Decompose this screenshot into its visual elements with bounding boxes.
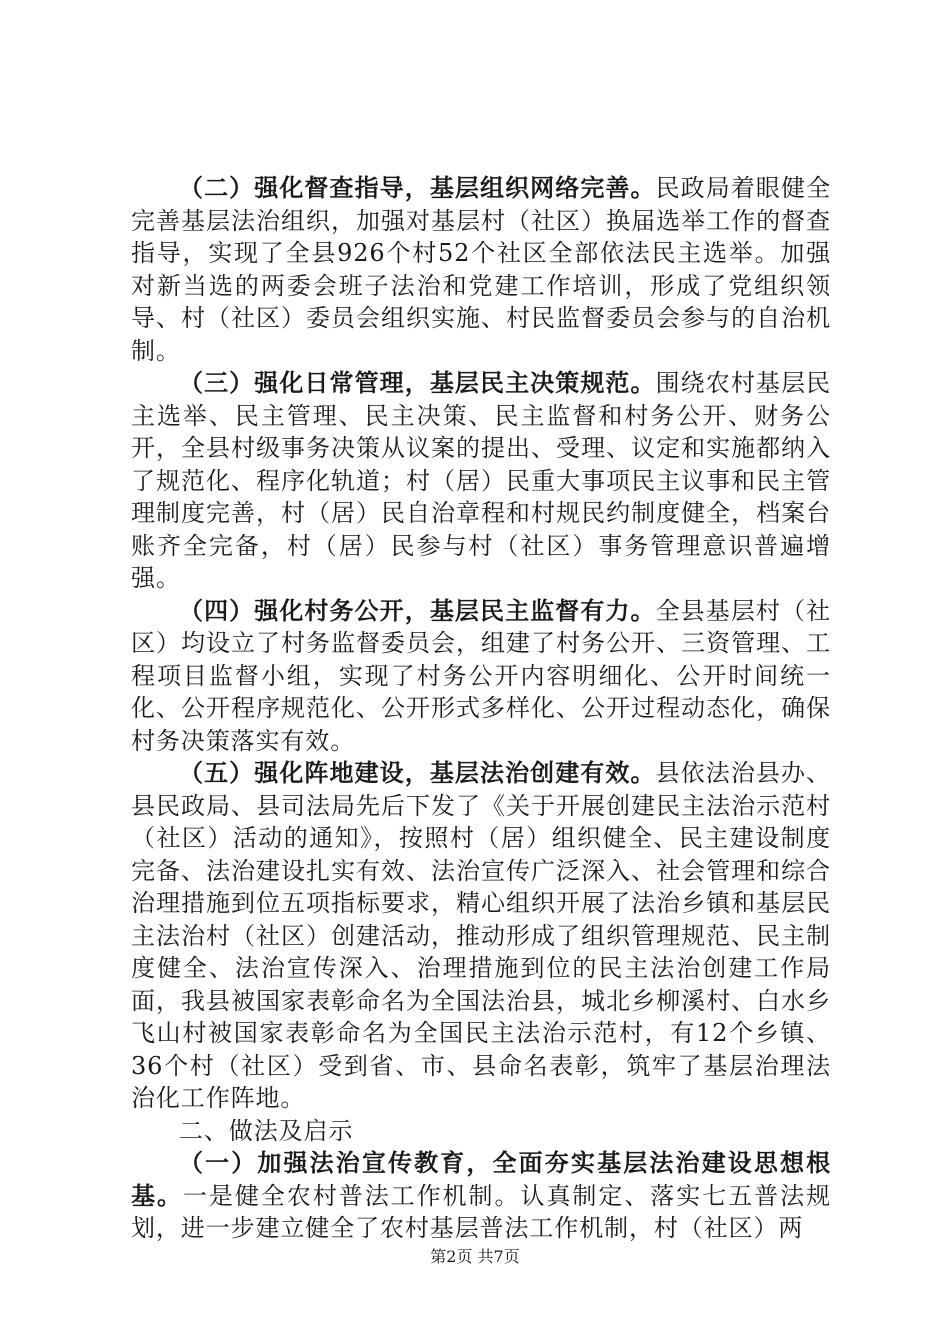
page-footer: 第2页 共7页 — [430, 1247, 520, 1266]
paragraph-2-body: 民政局着眼健全完善基层法治组织，加强对基层村（社区）换届选举工作的督查指导，实现了全县926个村52个社区全部依法民主选举。加强对新当选的两委会班子法治和党建工作培训，形成了党组织领导、村（社区）委员会组织实施、村民监督委员会参与的自治机制。 — [131, 174, 831, 365]
paragraph-3-lead: （三）强化日常管理，基层民主决策规范。 — [179, 368, 656, 397]
paragraph-5-body: 县依法治县办、县民政局、县司法局先后下发了《关于开展创建民主法治示范村（社区）活动的通知》，按照村（居）组织健全、民主建设制度完备、法治建设扎实有效、法治宣传广泛深入、社会管理和综合治理措施到位五项指标要求，精心组织开展了法治乡镇和基层民主法治村（社区）创建活动，推动形成了组织管理规范、民主制度健全、法治宣传深入、治理措施到位的民主法治创建工作局面，我县被国家表彰命名为全国法治县，城北乡柳溪村、白水乡飞山村被国家表彰命名为全国民主法治示范村，有12个乡镇、36个村（社区）受到省、市、县命名表彰，筑牢了基层治理法治化工作阵地。 — [131, 759, 831, 1112]
document-body — [131, 172, 831, 1245]
section-title: 二、做法及启示 — [179, 1116, 354, 1145]
paragraph-3 — [131, 367, 831, 595]
paragraph-4-lead: （四）强化村务公开，基层民主监督有力。 — [179, 595, 656, 625]
paragraph-2-lead: （二）强化督查指导，基层组织网络完善。 — [179, 173, 656, 202]
paragraph-section-1 — [131, 1147, 831, 1245]
paragraph-section-1-body: 一是健全农村普法工作机制。认真制定、落实七五普法规划，进一步建立健全了农村基层普法工作机制，村（社区）两 — [131, 1181, 831, 1242]
paragraph-section-1-lead: （一）加强法治宣传教育，全面夯实基层法治建设思想根基。 — [131, 1148, 831, 1210]
paragraph-4-body: 全县基层村（社区）均设立了村务监督委员会，组建了村务公开、三资管理、工程项目监督小组，实现了村务公开内容明细化、公开时间统一化、公开程序规范化、公开形式多样化、公开过程动态化，确保村务决策落实有效。 — [131, 596, 831, 755]
paragraph-5 — [131, 757, 831, 1115]
paragraph-5-lead: （五）强化阵地建设，基层法治创建有效。 — [179, 758, 656, 787]
paragraph-4 — [131, 595, 831, 758]
paragraph-2 — [131, 172, 831, 367]
paragraph-3-body: 围绕农村基层民主选举、民主管理、民主决策、民主监督和村务公开、财务公开，全县村级事务决策从议案的提出、受理、议定和实施都纳入了规范化、程序化轨道；村（居）民重大事项民主议事和民主管理制度完善，村（居）民自治章程和村规民约制度健全，档案台账齐全完备，村（居）民参与村（社区）事务管理意识普遍增强。 — [131, 369, 831, 592]
